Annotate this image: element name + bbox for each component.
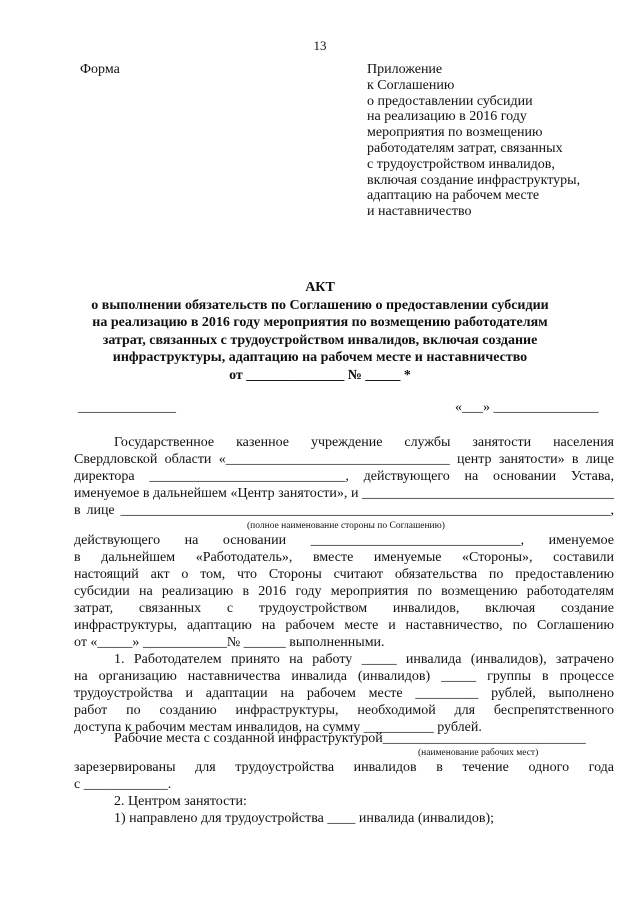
appendix-line: на реализацию в 2016 году (367, 109, 527, 125)
appendix-line: работодателям затрат, связанных (367, 140, 563, 156)
appendix-line: к Соглашению (367, 77, 455, 93)
appendix-line: и наставничество (367, 204, 472, 220)
body-line: доступа к рабочим местам инвалидов, на сумму __________ рублей. (74, 720, 482, 735)
body-line: на организацию наставничества инвалида (инвалидов) _____ группы в процессе (74, 669, 614, 684)
body-line: именуемое в дальнейшем «Центр занятости», и ____________________________________ (74, 486, 614, 501)
section-heading: 2. Центром занятости: (114, 794, 247, 809)
body-line: действующего на основании ______________________________, именуемое (74, 533, 614, 548)
page-number: 13 (313, 38, 327, 53)
appendix-block (367, 62, 580, 220)
appendix-line: включая создание инфраструктуры, (367, 172, 581, 188)
appendix-line: Приложение (367, 62, 443, 77)
body-line: работ по созданию инфраструктуры, необходимой для беспрепятственного (74, 703, 614, 718)
body-line: инфраструктуры, адаптацию на рабочем месте и наставничество, по Соглашению (74, 618, 614, 633)
document-title (0, 279, 640, 385)
body-line: Рабочие места с созданной инфраструктурой_____________________________ (114, 731, 586, 746)
appendix-line: с трудоустройством инвалидов, (367, 156, 555, 172)
body-line: 1) направлено для трудоустройства ____ инвалида (инвалидов); (114, 811, 495, 826)
body-line: от «_____» ____________№ ______ выполненными. (74, 635, 385, 650)
body-line: трудоустройства и адаптации на рабочем месте _________ рублей, выполнено (74, 686, 614, 701)
body-line: в дальнейшем «Работодатель», вместе именуемые «Стороны», составили (74, 550, 614, 565)
place-field: ______________ (78, 400, 176, 415)
appendix-line: мероприятия по возмещению (367, 125, 543, 141)
body-line: Свердловской области «________________________________ центр занятости» в лице (74, 452, 614, 467)
body-line: настоящий акт о том, что Стороны считают обязательства по предоставлению (74, 567, 614, 582)
body-line: зарезервированы для трудоустройства инвалидов в течение одного года (74, 760, 614, 775)
body-line: субсидии на реализацию в 2016 году мероприятия по возмещению работодателям (74, 584, 614, 599)
form-label: Форма (80, 62, 120, 77)
date-field: «___» _______________ (455, 400, 599, 415)
title-line: от ______________ № _____ * (229, 367, 411, 383)
appendix-line: о предоставлении субсидии (367, 93, 533, 109)
title-line: на реализацию в 2016 году мероприятия по возмещению работодателям (92, 315, 548, 331)
field-caption: (полное наименование стороны по Соглашению) (247, 521, 445, 531)
body-line: Государственное казенное учреждение службы занятости населения (114, 435, 614, 450)
body-line: затрат, связанных с трудоустройством инвалидов, включая создание (74, 601, 614, 616)
body-line: с ____________. (74, 777, 172, 792)
appendix-line: адаптацию на рабочем месте (367, 188, 540, 204)
title-line: затрат, связанных с трудоустройством инвалидов, включая создание (102, 332, 538, 348)
title-line: АКТ (305, 280, 335, 295)
body-line: 1. Работодателем принято на работу _____ инвалида (инвалидов), затрачено (114, 652, 614, 667)
title-line: инфраструктуры, адаптацию на рабочем месте и наставничество (112, 350, 528, 366)
field-caption: (наименование рабочих мест) (418, 748, 539, 758)
title-line: о выполнении обязательств по Соглашению о предоставлении субсидии (91, 297, 549, 313)
body-line: директора ____________________________, действующего на основании Устава, (74, 469, 614, 484)
body-line: в лице ______________________________________________________________________, (74, 503, 614, 518)
